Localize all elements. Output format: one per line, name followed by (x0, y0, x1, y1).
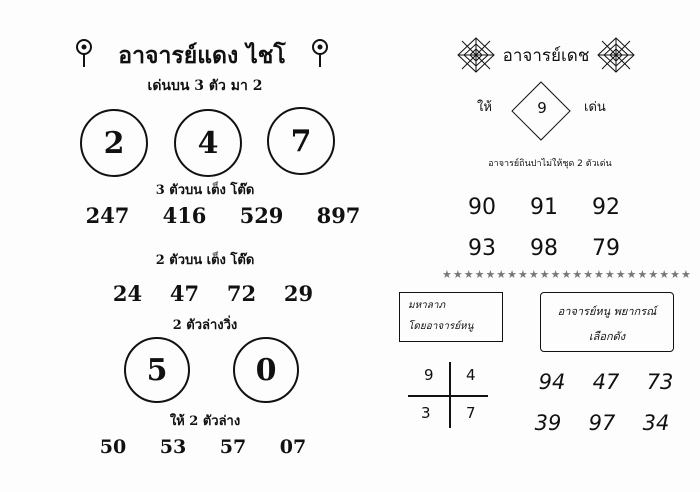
pair-number: 98 (530, 236, 558, 261)
bottom-digit: 5 (146, 352, 168, 388)
big-digit: 2 (103, 125, 125, 161)
grid-numbers-row-2 (526, 411, 678, 435)
number: 529 (239, 203, 284, 228)
pair-number: 93 (468, 236, 496, 261)
number: 07 (279, 436, 307, 458)
grid-number: 39 (534, 411, 562, 435)
left-title: อาจารย์แดง ไชโ (118, 42, 286, 69)
number: 897 (316, 203, 361, 228)
big-digit: 4 (197, 125, 219, 161)
cross-grid (408, 360, 488, 430)
left-subtitle: เด่นบน 3 ตัว มา 2 (147, 78, 263, 94)
number: 247 (85, 203, 130, 228)
number: 416 (162, 203, 207, 228)
number: 57 (219, 436, 247, 458)
big-digit-circle (267, 107, 335, 175)
number: 53 (159, 436, 187, 458)
box-line: อาจารย์หนู พยากรณ์ (557, 305, 657, 318)
grid-digit: 9 (424, 366, 434, 384)
give-label: ให้ (477, 100, 492, 115)
grid-numbers-row-1 (530, 370, 682, 394)
spider-web-icon (596, 36, 636, 74)
grid-number: 73 (646, 370, 674, 394)
diamond-digit: 9 (537, 99, 547, 117)
big-digit-circle (80, 109, 148, 177)
bottom-digit: 0 (255, 352, 277, 388)
number: 72 (226, 281, 257, 306)
number: 29 (283, 281, 314, 306)
pin-icon (310, 38, 330, 68)
spider-web-icon (456, 36, 496, 74)
star-divider: ★★★★★★★★★★★★★★★★★★★★★★★ (442, 268, 692, 281)
box-line: โดยอาจารย์หนู (408, 321, 474, 332)
grid-digit: 4 (466, 366, 476, 384)
three-top-label: 3 ตัวบน เต็ง โต๊ด (155, 183, 255, 198)
grid-digit: 7 (466, 404, 476, 422)
left-text-box (399, 292, 503, 342)
number: 50 (99, 436, 127, 458)
three-top-numbers (70, 203, 376, 228)
pin-icon (74, 38, 94, 68)
number: 24 (112, 281, 143, 306)
pairs-row-1 (456, 195, 632, 220)
lead-label: เด่น (584, 100, 606, 115)
bottom-digit-circle (233, 337, 299, 403)
grid-digit: 3 (421, 404, 431, 422)
two-bottom-label: 2 ตัวล่างวิ่ง (172, 318, 238, 333)
pair-number: 79 (592, 236, 620, 261)
pairs-label: อาจารย์ถินปาไม่ให้ชุด 2 ตัวเด่น (488, 159, 612, 169)
box-line: มหาลาภ (408, 300, 446, 311)
pair-number: 90 (468, 195, 496, 220)
pair-number: 92 (592, 195, 620, 220)
bottom-two-numbers (84, 436, 322, 458)
big-digit: 7 (290, 123, 312, 159)
grid-number: 97 (588, 411, 616, 435)
two-top-numbers (100, 281, 326, 306)
grid-number: 47 (592, 370, 620, 394)
grid-number: 94 (538, 370, 566, 394)
two-top-label: 2 ตัวบน เต็ง โต๊ด (155, 253, 255, 268)
number: 47 (169, 281, 200, 306)
right-text-box (540, 292, 674, 352)
right-title: อาจารย์เดช (502, 46, 590, 66)
pair-number: 91 (530, 195, 558, 220)
bottom-two-label: ให้ 2 ตัวล่าง (169, 414, 241, 429)
pairs-row-2 (456, 236, 632, 261)
box-line: เลือกดัง (588, 330, 626, 343)
grid-number: 34 (642, 411, 670, 435)
bottom-digit-circle (124, 337, 190, 403)
big-digit-circle (174, 109, 242, 177)
